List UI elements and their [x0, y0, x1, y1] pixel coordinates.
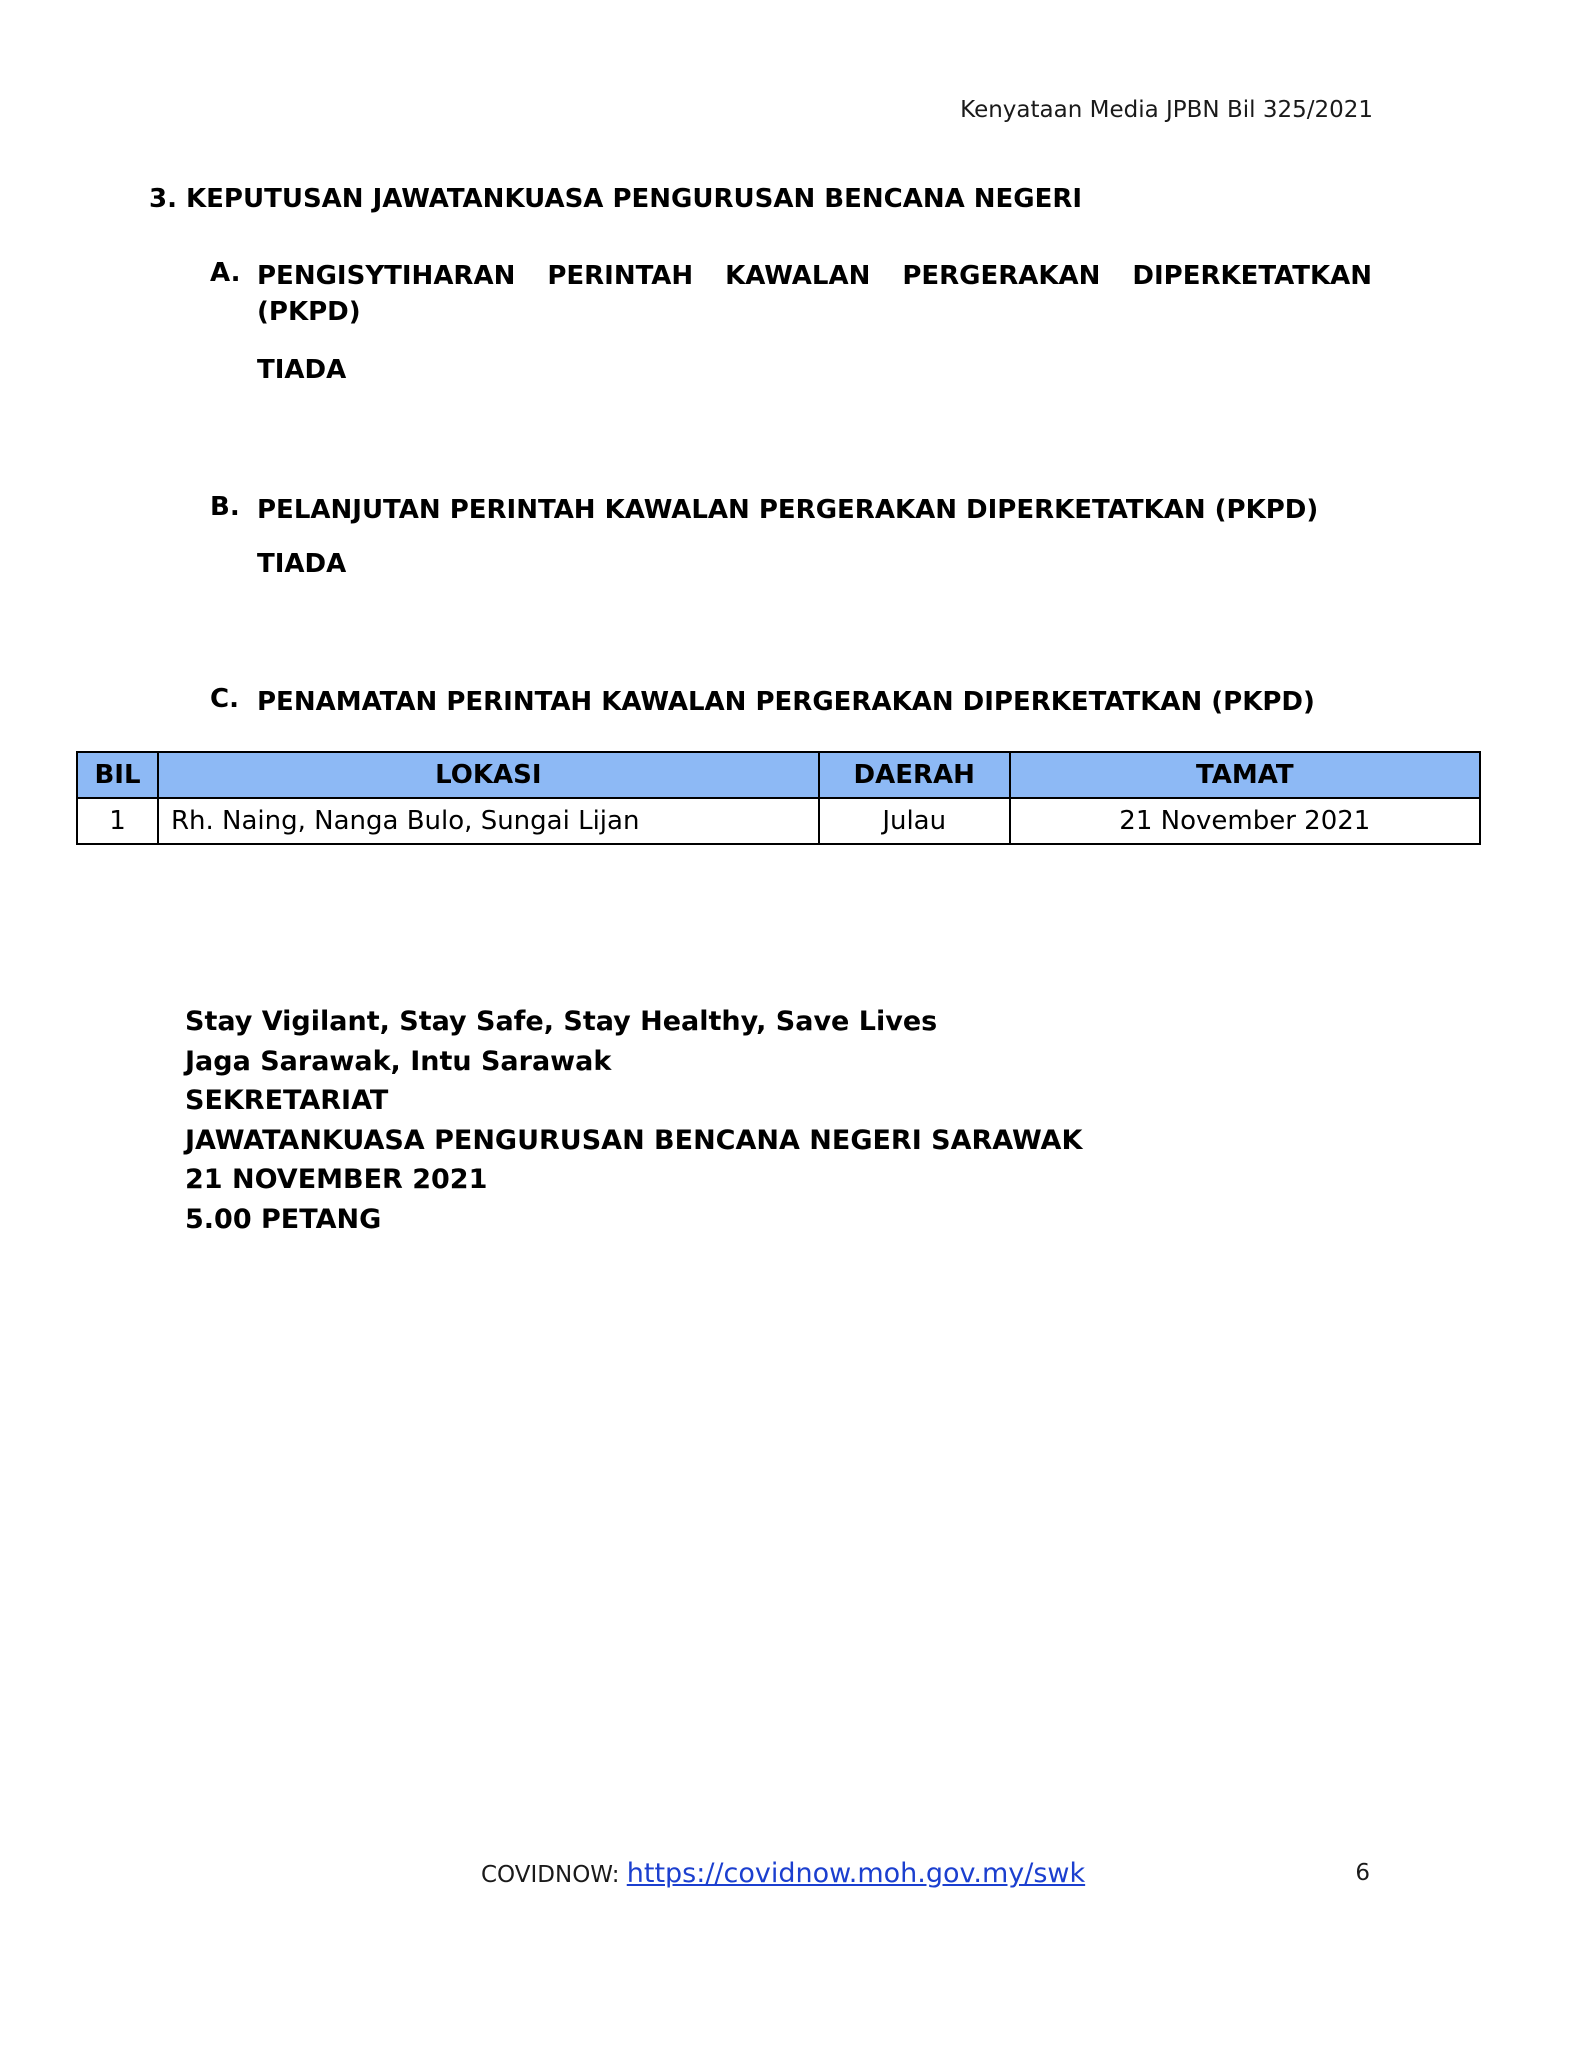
- header-daerah: DAERAH: [819, 752, 1010, 798]
- subsection-a-status: TIADA: [257, 355, 347, 385]
- page-number: 6: [1355, 1860, 1370, 1886]
- subsection-a-title: PENGISYTIHARAN PERINTAH KAWALAN PERGERAKAN DIPERKETATKAN (PKPD): [257, 261, 1372, 327]
- closing-block: [185, 1002, 1082, 1239]
- footer-label: COVIDNOW:: [481, 1862, 627, 1888]
- covidnow-link[interactable]: https://covidnow.moh.gov.my/swk: [626, 1858, 1086, 1889]
- closing-secretariat: SEKRETARIAT: [185, 1085, 389, 1116]
- footer: [481, 1858, 1085, 1889]
- closing-slogan: Stay Vigilant, Stay Safe, Stay Healthy, Save Lives: [185, 1006, 938, 1037]
- cell-tamat: 21 November 2021: [1010, 798, 1480, 844]
- subsection-b: [210, 492, 1372, 582]
- subsection-a: [210, 258, 1372, 388]
- table-header-row: [77, 752, 1480, 798]
- subsection-b-title: PELANJUTAN PERINTAH KAWALAN PERGERAKAN DIPERKETATKAN (PKPD): [257, 495, 1319, 525]
- subsection-b-status: TIADA: [257, 549, 347, 579]
- closing-committee: JAWATANKUASA PENGURUSAN BENCANA NEGERI SARAWAK: [185, 1124, 1083, 1156]
- cell-bil: 1: [77, 798, 158, 844]
- header-lokasi: LOKASI: [158, 752, 819, 798]
- section-title: 3. KEPUTUSAN JAWATANKUASA PENGURUSAN BENCANA NEGERI: [149, 184, 1083, 214]
- table-row: [77, 798, 1480, 844]
- cell-lokasi: Rh. Naing, Nanga Bulo, Sungai Lijan: [158, 798, 819, 844]
- closing-time: 5.00 PETANG: [185, 1203, 382, 1235]
- subsection-c: [210, 684, 1372, 720]
- cell-daerah: Julau: [819, 798, 1010, 844]
- document-reference: Kenyataan Media JPBN Bil 325/2021: [960, 97, 1373, 123]
- subsection-b-letter: B.: [210, 492, 240, 522]
- closing-slogan-local: Jaga Sarawak, Intu Sarawak: [185, 1045, 612, 1077]
- subsection-c-title: PENAMATAN PERINTAH KAWALAN PERGERAKAN DIPERKETATKAN (PKPD): [257, 687, 1315, 717]
- pkpd-table: [76, 751, 1481, 845]
- closing-date: 21 NOVEMBER 2021: [185, 1164, 488, 1195]
- subsection-c-letter: C.: [210, 684, 239, 714]
- header-tamat: TAMAT: [1010, 752, 1480, 798]
- subsection-a-letter: A.: [210, 258, 241, 288]
- header-bil: BIL: [77, 752, 158, 798]
